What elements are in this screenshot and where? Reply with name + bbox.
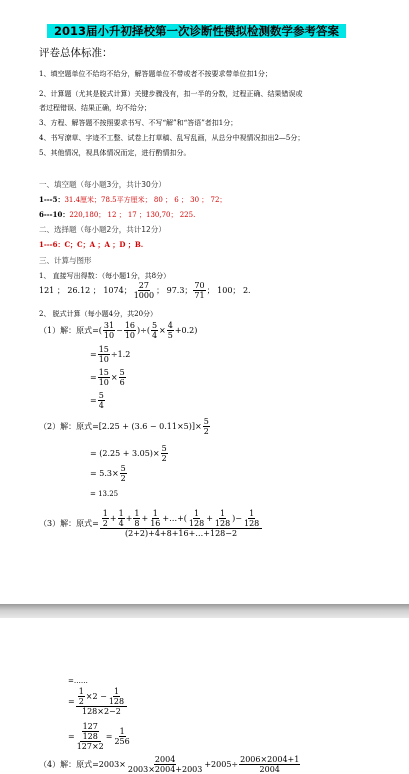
- continuation-line2: = $\frac{1}{2}$ ×2 − $\frac{1}{128}$ 128×2−2: [68, 687, 128, 716]
- page-gap: [0, 604, 409, 618]
- continuation-dots: =……: [68, 677, 88, 685]
- section3-sub1-answers: [39, 281, 251, 300]
- section3-sub1-heading: 1、 直接写出得数：（每小题1分，共8分）: [39, 272, 171, 280]
- section3-sub2-heading: 2、 脱式计算（每小题4分，共20分）: [39, 310, 158, 318]
- continuation-line3: = $\frac{\frac{127}{128}}{127\times 2}$ = $\frac{1}{256}$: [68, 722, 130, 751]
- section1-line2-prefix: 6---10：: [39, 210, 70, 219]
- section1-line2-answers: 220,180； 12 ； 17 ；130,70； 225.: [69, 211, 196, 219]
- section1-line1-answers: 31.4厘米；78.5平方厘米； 80 ； 6 ； 30 ； 72；: [64, 196, 227, 204]
- answer-page-2: [0, 618, 409, 773]
- problem2-line1: （2）解：原式= [2.25 + (3.6 − 0.11×5)]× $\frac{5}{2}$: [39, 417, 209, 436]
- page-title: 2013届小升初择校第一次诊断性模拟检测数学参考答案: [47, 24, 346, 38]
- problem2-line4: = 13.25: [90, 490, 119, 498]
- problem2-label: （2）解：原式=: [39, 422, 99, 431]
- sub1-part-c: ； 100； 2.: [206, 286, 251, 295]
- criteria-item-5: 5、其他情况，视具体情况而定，进行酌情扣分。: [39, 149, 191, 157]
- criteria-item-3: 3、方程、解答题不按照要求书写、不写“解”和“答语”者扣1分；: [39, 119, 238, 127]
- section3-heading: 三、计算与图形: [39, 256, 92, 265]
- section1-line1-prefix: 1---5：: [39, 195, 65, 204]
- criteria-heading: 评卷总体标准：: [39, 47, 113, 59]
- fraction-70-71: $\frac{70}{71}$: [194, 281, 205, 300]
- section2-answers: 1---6：C；C；A ；A ；D ；B.: [39, 240, 144, 249]
- problem1-line1: （1）解：原式= ( $\frac{31}{10}$ − $\frac{16}{10}$ )÷( $\frac{5}{4}$ × $\frac{4}{5}$ +0.2): [39, 321, 198, 340]
- problem3-line1: （3）解：原式= $\frac{1}{2}$ + $\frac{1}{4}$ + $\frac{1}{8}$ + $\frac{1}{16}$ + …+( $\frac{1}{128}$ + $\frac{1}{128}$ )− $\frac{1}{128}$ (2+2)+4+8+16+…+128−2: [39, 509, 263, 538]
- criteria-item-1: 1、填空题单位不给均不给分，解答题单位不带或者不按要求带单位扣1分；: [39, 70, 272, 78]
- problem1-label: （1）解：原式=: [39, 326, 99, 335]
- section1-heading: 一、填空题（每小题3分，共计30分）: [39, 180, 166, 189]
- problem2-line2: = (2.25 + 3.05)× $\frac{5}{2}$: [90, 444, 167, 463]
- sub1-part-b: ； 97.3；: [156, 286, 193, 295]
- problem2-line3: = 5.3× $\frac{5}{2}$: [90, 464, 126, 483]
- problem1-line2: = $\frac{15}{10}$ ÷1.2: [90, 345, 131, 364]
- problem4-label: （4）解：原式=: [39, 760, 99, 769]
- sub1-part-a: 121 ； 26.12 ； 1074；: [39, 286, 132, 295]
- problem1-line4: = $\frac{5}{4}$: [90, 391, 104, 410]
- fraction-27-1000: $\frac{27}{1000}$: [133, 281, 155, 300]
- section2-heading: 二、选择题（每小题2分，共计12分）: [39, 225, 166, 234]
- problem4-line1: （4）解：原式= 2003× $\frac{2004}{2003\times 2004+2003}$ +2005÷ $\frac{2006\times 2004+1}{2004}$: [39, 755, 300, 774]
- criteria-item-2-cont: 者过程错误、结果正确，均不给分；: [39, 104, 151, 112]
- criteria-item-4: 4、书写潦草、字迹不工整、试卷上打草稿、乱写乱画，从总分中视情况扣出2—5分；: [39, 134, 305, 142]
- problem1-line3: = $\frac{15}{10}$ × $\frac{5}{6}$: [90, 368, 125, 387]
- problem3-label: （3）解：原式=: [39, 519, 99, 528]
- criteria-item-2: 2、计算题（尤其是脱式计算）关键步骤没有，扣一半的分数，过程正确、结果错误或: [39, 90, 303, 98]
